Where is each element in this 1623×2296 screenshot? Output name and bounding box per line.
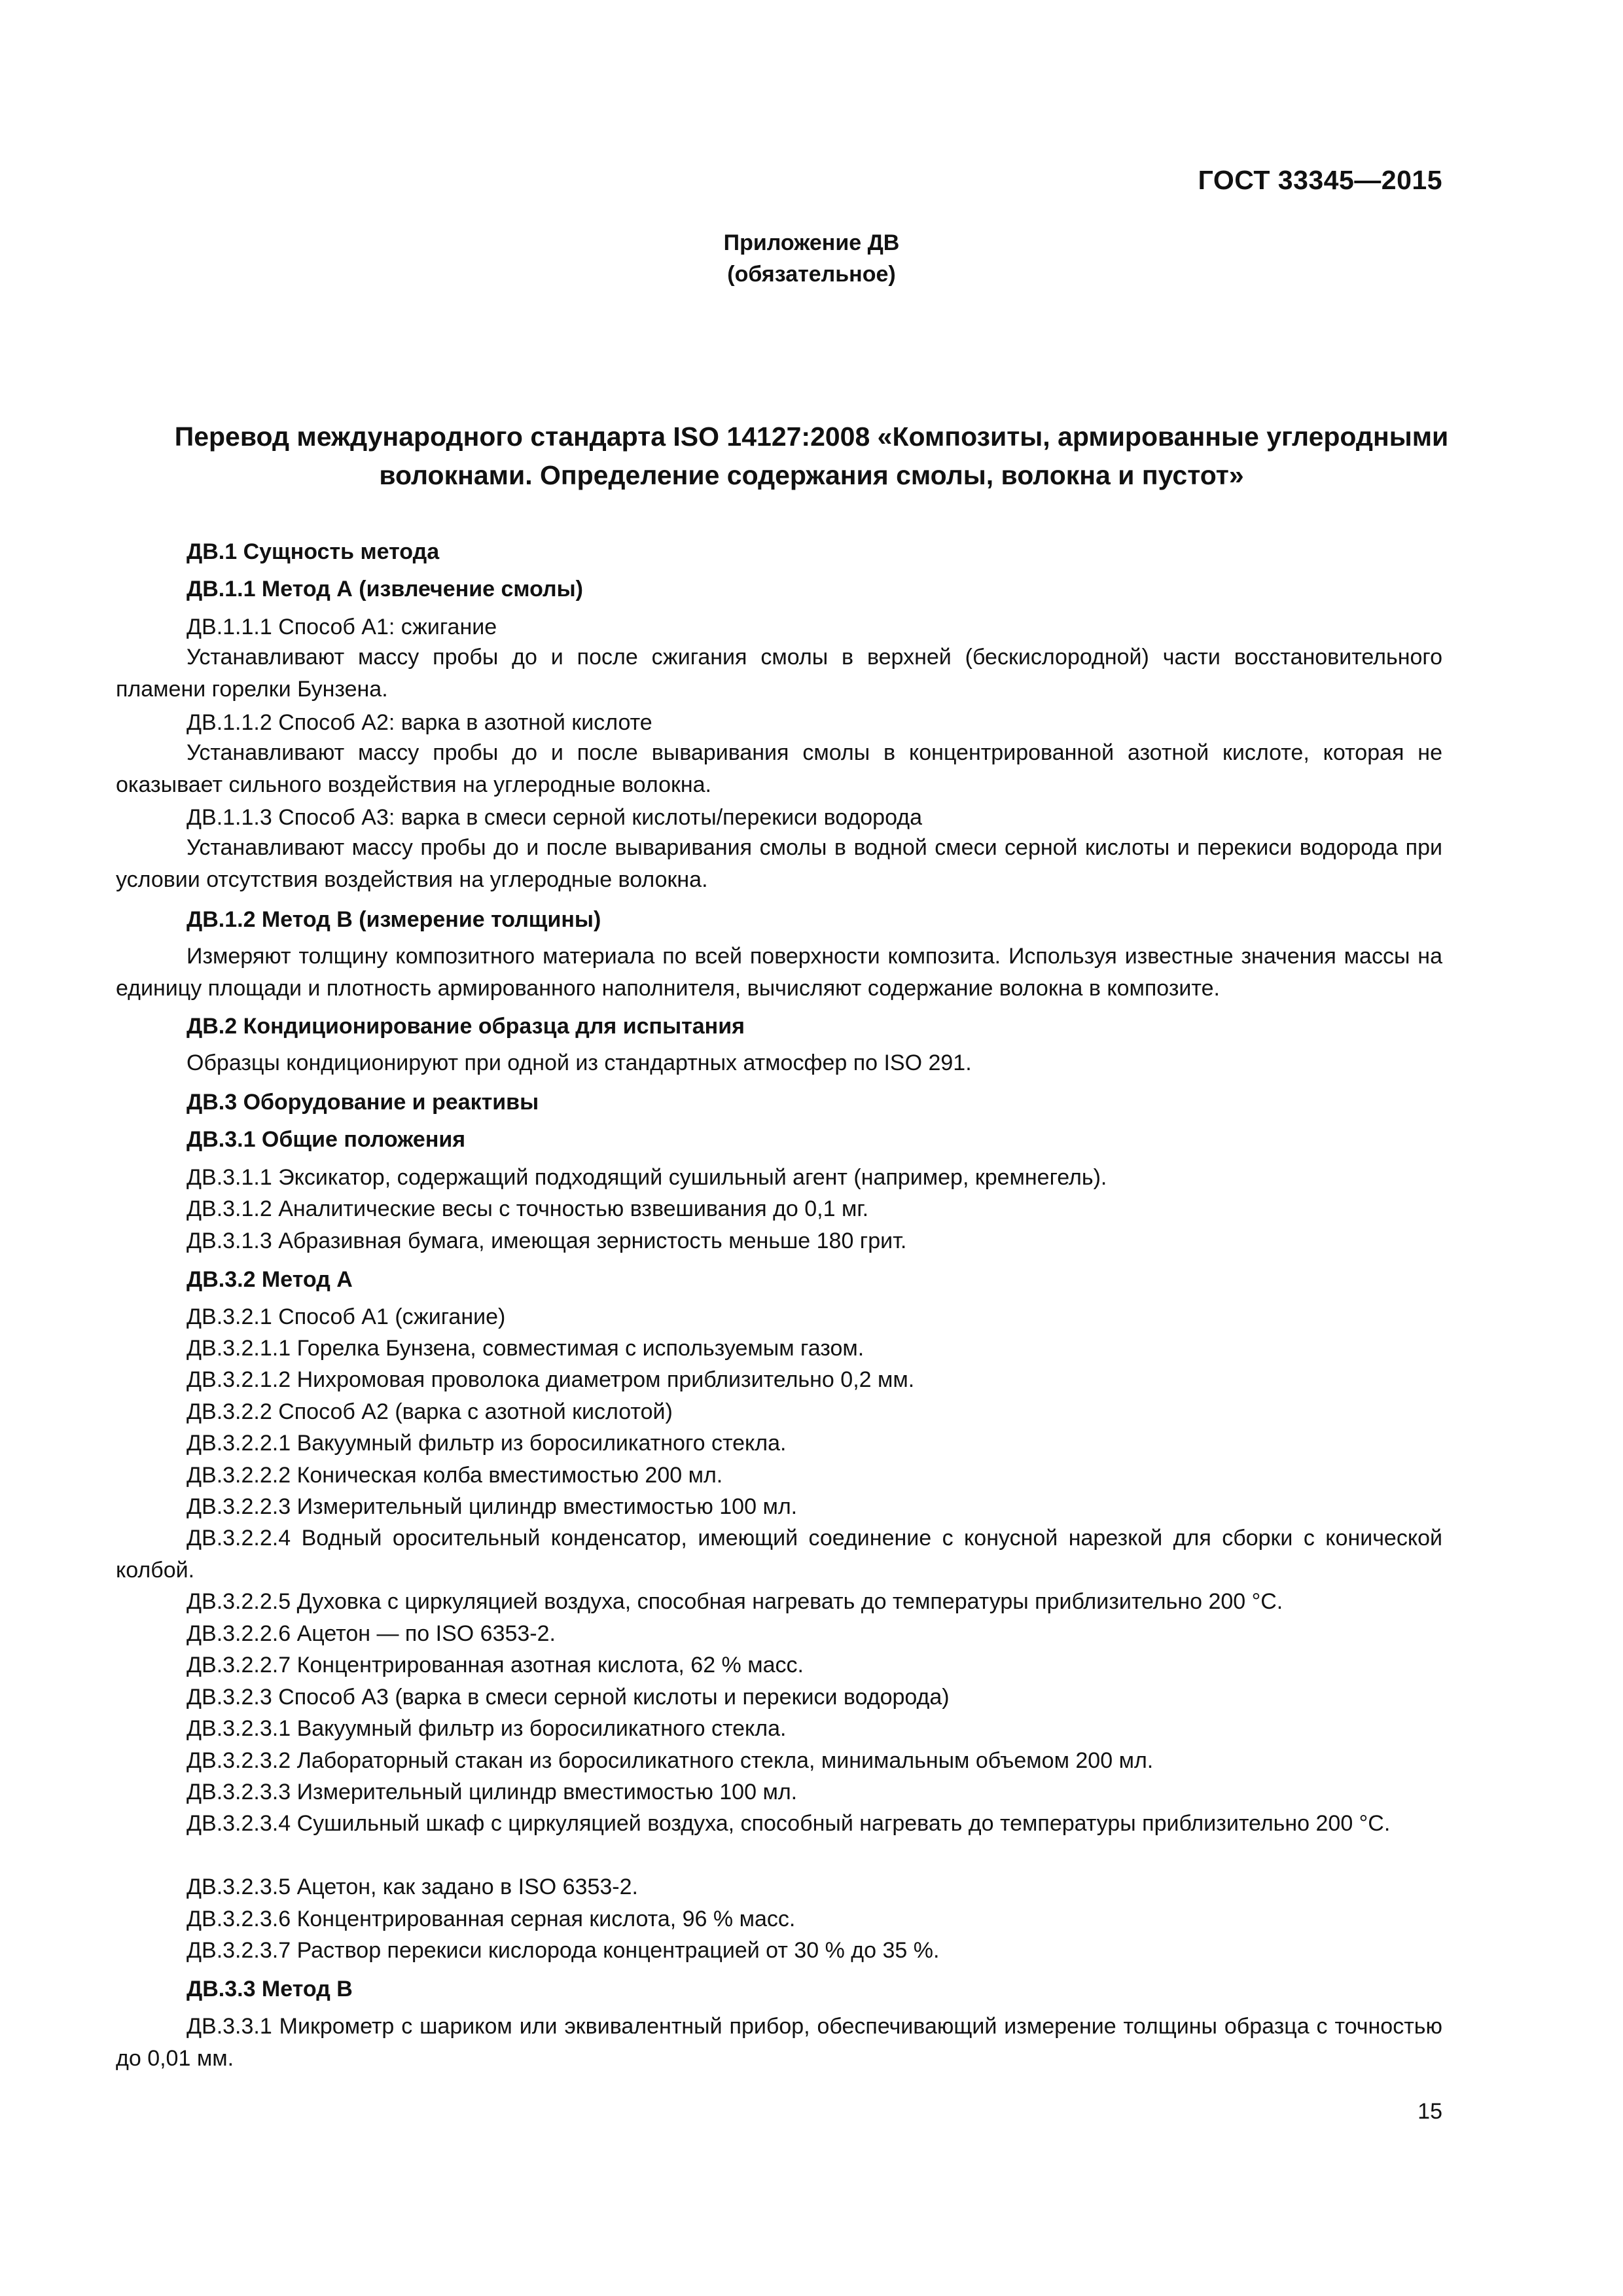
clause-paragraph: Устанавливают массу пробы до и после вываривания смолы в концентрированной азотной кислоте, которая не оказывает сильного воздействия на углеродные волокна. — [116, 740, 1442, 797]
clause-line: ДВ.1.1.2 Способ А2: варка в азотной кислоте — [187, 710, 652, 735]
section-heading: ДВ.1 Сущность метода — [187, 539, 440, 564]
clause-line: ДВ.3.2.2 Способ А2 (варка с азотной кислотой) — [187, 1399, 673, 1424]
clause-line: ДВ.3.2.2.2 Коническая колба вместимостью 200 мл. — [187, 1463, 723, 1488]
clause-line: Образцы кондиционируют при одной из стандартных атмосфер по ISO 291. — [187, 1050, 972, 1075]
clause-line: ДВ.3.1.2 Аналитические весы с точностью взвешивания до 0,1 мг. — [187, 1196, 869, 1221]
clause-paragraph: ДВ.3.2.2.4 Водный оросительный конденсатор, имеющий соединение с конусной нарезкой для сборки с конической колбой. — [116, 1526, 1442, 1583]
clause-line: ДВ.3.2.3.2 Лабораторный стакан из боросиликатного стекла, минимальным объемом 200 мл. — [187, 1748, 1154, 1773]
clause-paragraph: ДВ.3.2.3.4 Сушильный шкаф с циркуляцией воздуха, способный нагревать до температуры приблизительно 200 °С. — [187, 1811, 1391, 1836]
subsection-heading: ДВ.3.2 Метод А — [187, 1267, 353, 1292]
clause-line: ДВ.3.2.3.7 Раствор перекиси кислорода концентрацией от 30 % до 35 %. — [187, 1938, 940, 1963]
clause-line: ДВ.3.2.1.1 Горелка Бунзена, совместимая с используемым газом. — [187, 1336, 865, 1361]
clause-line: ДВ.3.1.1 Эксикатор, содержащий подходящий сушильный агент (например, кремнегель). — [187, 1165, 1107, 1190]
subsection-heading: ДВ.1.2 Метод В (измерение толщины) — [187, 907, 601, 932]
clause-line: ДВ.3.2.3.1 Вакуумный фильтр из боросиликатного стекла. — [187, 1716, 787, 1741]
document-title-line-1: Перевод международного стандарта ISO 14127:2008 «Композиты, армированные углеродными — [174, 422, 1449, 452]
clause-line: ДВ.3.2.1.2 Нихромовая проволока диаметром приблизительно 0,2 мм. — [187, 1367, 915, 1392]
page-number: 15 — [1418, 2099, 1442, 2124]
section-heading: ДВ.3 Оборудование и реактивы — [187, 1090, 539, 1115]
clause-line: ДВ.3.2.1 Способ А1 (сжигание) — [187, 1304, 506, 1329]
subsection-heading: ДВ.3.1 Общие положения — [187, 1127, 466, 1152]
clause-line: ДВ.3.2.3.5 Ацетон, как задано в ISO 6353-2. — [187, 1874, 638, 1899]
clause-line: ДВ.3.2.3 Способ А3 (варка в смеси серной кислоты и перекиси водорода) — [187, 1685, 950, 1710]
clause-line: ДВ.1.1.3 Способ А3: варка в смеси серной кислоты/перекиси водорода — [187, 805, 922, 830]
section-heading: ДВ.2 Кондиционирование образца для испытания — [187, 1014, 745, 1039]
clause-line: ДВ.3.2.2.7 Концентрированная азотная кислота, 62 % масс. — [187, 1653, 804, 1677]
clause-line: ДВ.3.1.3 Абразивная бумага, имеющая зернистость меньше 180 грит. — [187, 1229, 907, 1253]
clause-line: ДВ.3.2.3.3 Измерительный цилиндр вместимостью 100 мл. — [187, 1780, 798, 1804]
clause-line: ДВ.3.2.2.3 Измерительный цилиндр вместимостью 100 мл. — [187, 1494, 798, 1519]
annex-title: Приложение ДВ — [723, 230, 900, 255]
document-title-line-2: волокнами. Определение содержания смолы, волокна и пустот» — [379, 460, 1244, 490]
clause-paragraph: ДВ.3.3.1 Микрометр с шариком или эквивалентный прибор, обеспечивающий измерение толщины образца с точностью до 0,01 мм. — [116, 2014, 1442, 2071]
clause-line: ДВ.1.1.1 Способ А1: сжигание — [187, 615, 497, 639]
standard-number: ГОСТ 33345—2015 — [1198, 165, 1442, 195]
clause-paragraph: Устанавливают массу пробы до и после сжигания смолы в верхней (бескислородной) части восстановительного пламени горелки Бунзена. — [116, 645, 1442, 702]
clause-paragraph: Измеряют толщину композитного материала по всей поверхности композита. Используя известные значения массы на единицу площади и плотность армированного наполнителя, вычисляют содержание волокна в композите. — [116, 944, 1442, 1001]
clause-line: ДВ.3.2.2.6 Ацетон — по ISO 6353-2. — [187, 1621, 556, 1646]
clause-line: ДВ.3.2.2.5 Духовка с циркуляцией воздуха, способная нагревать до температуры приблизительно 200 °С. — [187, 1589, 1283, 1614]
subsection-heading: ДВ.3.3 Метод В — [187, 1977, 353, 2001]
clause-line: ДВ.3.2.2.1 Вакуумный фильтр из боросиликатного стекла. — [187, 1431, 787, 1456]
subsection-heading: ДВ.1.1 Метод А (извлечение смолы) — [187, 577, 583, 601]
clause-line: ДВ.3.2.3.6 Концентрированная серная кислота, 96 % масс. — [187, 1907, 796, 1931]
clause-paragraph: Устанавливают массу пробы до и после вываривания смолы в водной смеси серной кислоты и перекиси водорода при условии отсутствия воздействия на углеродные волокна. — [116, 835, 1442, 892]
annex-status: (обязательное) — [727, 262, 896, 287]
